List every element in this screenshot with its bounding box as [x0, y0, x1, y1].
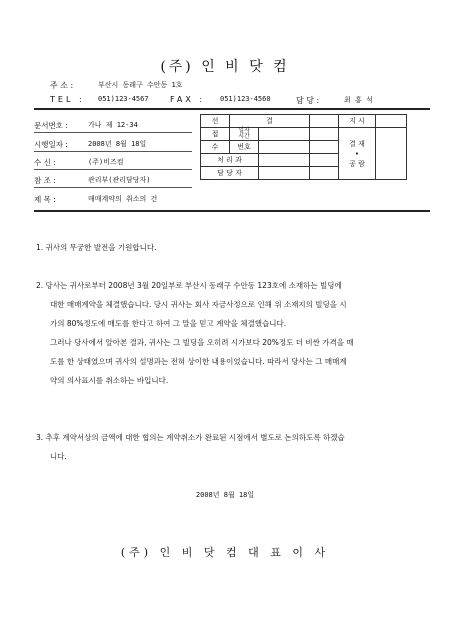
paragraph-2-line: 약의 의사표시를 취소하는 바입니다. [50, 376, 169, 385]
meta-label-doc-no: 문서번호 : [34, 121, 68, 130]
approval-cell: 일자 시간 [230, 128, 259, 141]
approval-cell: 접 [201, 128, 230, 141]
paragraph-2-line: 2. 당사는 귀사로부터 2008년 3월 20일부로 부산시 동래구 수안동 123호에 소재하는 빌딩에 [36, 281, 342, 290]
manager-value: 최 홍 석 [344, 96, 373, 104]
meta-underline [34, 132, 192, 133]
tel-value: 051)123-4567 [98, 95, 149, 103]
address-label: 주 소 : [50, 81, 74, 90]
signature: (주) 인 비 닷 컴 대 표 이 사 [120, 546, 330, 559]
issue-date: 2008년 8월 18일 [195, 491, 255, 499]
paragraph-2-line: 도를 한 상태였으며 귀사의 설명과는 전혀 상이한 내용이었습니다. 따라서 당사는 그 매매계 [50, 357, 347, 366]
approval-cell: 번호 [230, 141, 259, 154]
approval-cell [259, 141, 310, 154]
approval-cell: 처 리 과 [201, 154, 259, 167]
paragraph-1: 1. 귀사의 무궁한 발전을 기원합니다. [36, 243, 157, 252]
manager-label: 담 당 : [296, 96, 320, 105]
approval-side-line: 결 재 [349, 139, 365, 148]
approval-cell [310, 128, 339, 141]
approval-cell [310, 115, 339, 128]
meta-underline [34, 151, 192, 152]
paragraph-2-line: 가의 80%정도에 매도를 한다고 하여 그 말을 믿고 계약을 체결했습니다. [50, 319, 287, 328]
approval-cell [310, 167, 339, 180]
document-title: (주) 인 비 닷 컴 [160, 59, 290, 75]
approval-cell: 지 시 [339, 115, 376, 128]
meta-label-subject: 제 목 : [34, 195, 56, 204]
meta-underline [34, 169, 192, 170]
address-value: 부산시 동래구 수안동 1호 [98, 81, 183, 89]
approval-cell [310, 141, 339, 154]
paragraph-2-line: 그러나 당사에서 알아본 결과, 귀사는 그 빌딩을 오히려 시가보다 20%정도 더 비싼 가격을 매 [50, 338, 354, 347]
meta-value-reference: 관리부(관리담당자) [88, 176, 151, 184]
approval-side-line: • [354, 149, 360, 158]
approval-cell [259, 167, 310, 180]
paragraph-3-line: 니다. [50, 452, 67, 461]
approval-table [200, 114, 407, 180]
fax-value: 051)123-4560 [220, 95, 271, 103]
approval-cell: 선 [201, 115, 230, 128]
approval-side-cell [339, 128, 376, 180]
meta-value-recipient: (주)비즈컴 [88, 158, 124, 166]
meta-label-recipient: 수 신 : [34, 158, 56, 167]
approval-cell [310, 154, 339, 167]
meta-value-doc-no: 가나 제 12-34 [88, 121, 138, 129]
approval-cell [259, 154, 310, 167]
header-divider [34, 108, 430, 110]
paragraph-2-line: 대한 매매계약을 체결했습니다. 당시 귀사는 회사 자금사정으로 인해 위 소재지의 빌딩을 시 [50, 300, 347, 309]
meta-label-date: 시행일자 : [34, 140, 68, 149]
tel-label: TEL : [50, 95, 85, 104]
fax-label: FAX : [170, 95, 206, 104]
meta-value-subject: 매매계약의 취소의 건 [88, 195, 158, 203]
meta-underline [34, 187, 192, 188]
approval-cell: 수 [201, 141, 230, 154]
approval-cell [376, 115, 407, 128]
paragraph-3-line: 3. 추후 계약서상의 금액에 대한 협의는 계약취소가 완료된 시점에서 별도로 논의하도록 하겠습 [36, 433, 345, 442]
meta-label-reference: 참 조 : [34, 176, 56, 185]
approval-cell: 결 [230, 115, 310, 128]
meta-value-date: 2008년 8월 18일 [88, 140, 147, 148]
approval-cell [376, 128, 407, 180]
meta-divider [34, 210, 430, 212]
approval-cell: 담 당 자 [201, 167, 259, 180]
approval-cell [259, 128, 310, 141]
approval-side-line: 공 람 [349, 159, 365, 168]
